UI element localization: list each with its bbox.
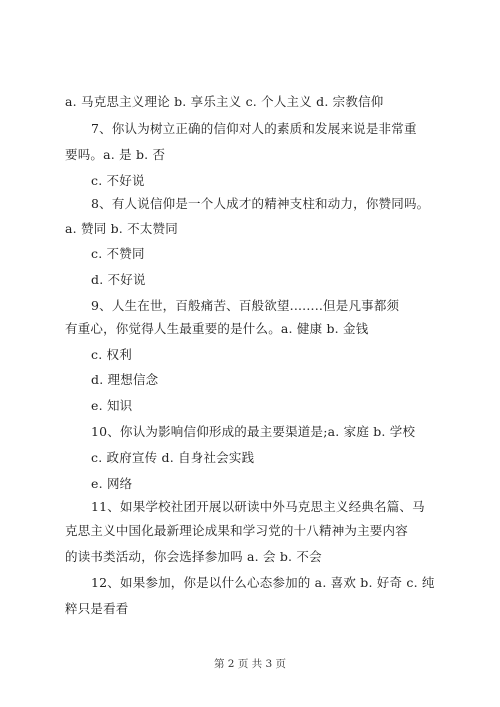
text-line-option: c. 政府宣传 d. 自身社会实践 bbox=[91, 450, 255, 465]
text-line-question-7-cont: 要吗。a. 是 b. 否 bbox=[65, 147, 166, 162]
text-line-option: c. 不好说 bbox=[91, 173, 145, 188]
text-line-question-8: 8、有人说信仰是一个人成才的精神支柱和动力，你赞同吗。 bbox=[91, 196, 430, 211]
page-number-footer: 第 2 页 共 3 页 bbox=[213, 658, 287, 670]
text-line-option: c. 权利 bbox=[91, 347, 132, 362]
text-line-option: e. 知识 bbox=[91, 398, 133, 413]
text-line-question-11: 11、如果学校社团开展以研读中外马克思主义经典名篇、马 bbox=[91, 499, 425, 514]
text-line-question-11-cont: 的读书类活动，你会选择参加吗 a. 会 b. 不会 bbox=[65, 549, 322, 564]
text-line-question-12-cont: 粹只是看看 bbox=[65, 601, 129, 616]
text-line-question-11-cont: 克思主义中国化最新理论成果和学习党的十八精神为主要内容 bbox=[65, 523, 408, 538]
text-line-question-7: 7、你认为树立正确的信仰对人的素质和发展来说是非常重 bbox=[91, 121, 417, 136]
text-line-options-6: a. 马克思主义理论 b. 享乐主义 c. 个人主义 d. 宗教信仰 bbox=[65, 94, 384, 109]
text-line-option: c. 不赞同 bbox=[91, 246, 145, 261]
text-line-question-10: 10、你认为影响信仰形成的最主要渠道是;a. 家庭 b. 学校 bbox=[91, 424, 416, 439]
text-line-option: d. 理想信念 bbox=[91, 372, 159, 387]
text-line-question-9-cont: 有重心，你觉得人生最重要的是什么。a. 健康 b. 金钱 bbox=[65, 321, 369, 336]
text-line-question-12: 12、如果参加，你是以什么心态参加的 a. 喜欢 b. 好奇 c. 纯 bbox=[91, 575, 435, 590]
text-line-option: d. 不好说 bbox=[91, 272, 146, 287]
text-line-option: e. 网络 bbox=[91, 476, 133, 491]
text-line-question-8-options: a. 赞同 b. 不太赞同 bbox=[65, 221, 178, 236]
text-line-question-9: 9、人生在世，百般痛苦、百般欲望........但是凡事都须 bbox=[91, 298, 400, 313]
